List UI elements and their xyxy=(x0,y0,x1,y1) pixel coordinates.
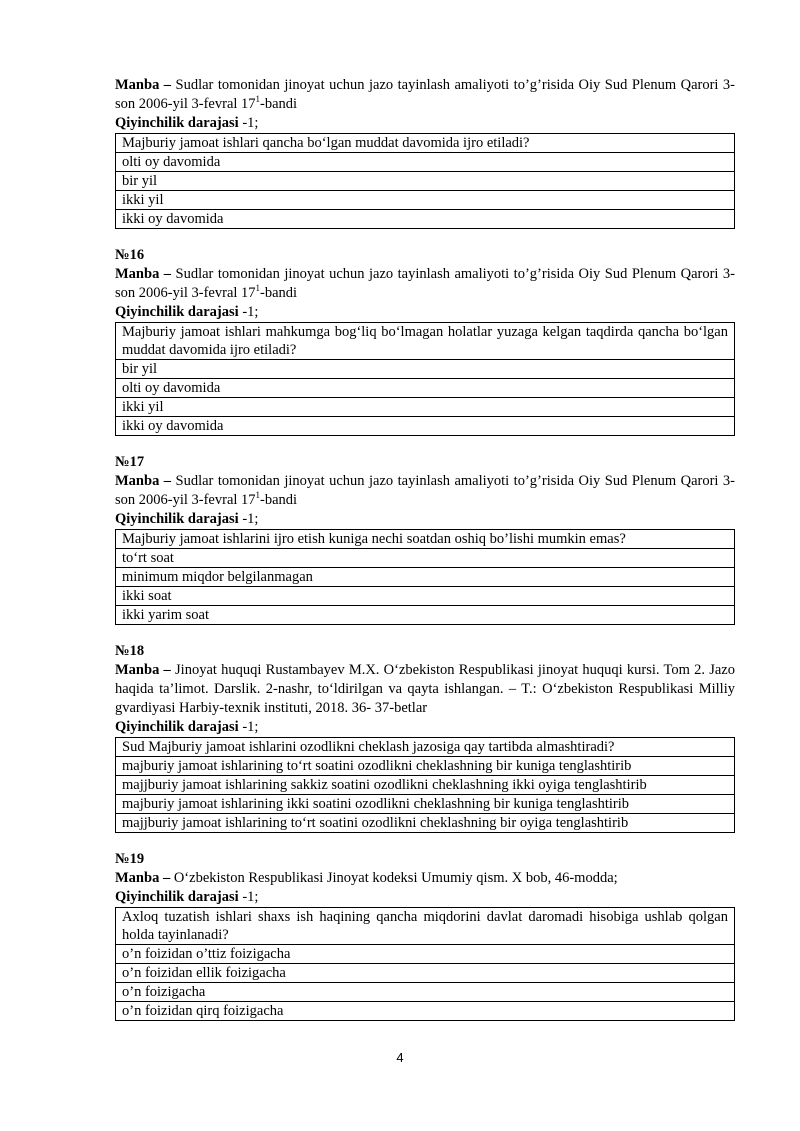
answer-option: bir yil xyxy=(116,172,735,191)
answer-option: ikki yil xyxy=(116,191,735,210)
source-superscript: 1 xyxy=(255,283,261,294)
source-line xyxy=(115,76,735,114)
source-line xyxy=(115,869,735,888)
answer-option: minimum miqdor belgilanmagan xyxy=(116,568,735,587)
question-block xyxy=(115,453,735,625)
question-number: №18 xyxy=(115,643,145,659)
source-label: Manba – xyxy=(115,266,172,282)
source-text: Sudlar tomonidan jinoyat uchun jazo tayinlash amaliyoti to’g’risida Oiy Sud Plenum Qarori 3-son 2006-yil 3-fevral 17 xyxy=(115,77,735,112)
difficulty-line xyxy=(115,303,735,322)
source-line xyxy=(115,265,735,303)
answer-option: majburiy jamoat ishlarining ikki soatini ozodlikni cheklashning bir kuniga tenglashtirib xyxy=(116,795,735,814)
question-block xyxy=(115,850,735,1021)
source-tail: -bandi xyxy=(260,285,298,301)
question-text: Axloq tuzatish ishlari shaxs ish haqining qancha miqdorini davlat daromadi hisobiga ushlab qolgan holda tayinlanadi? xyxy=(116,908,735,945)
source-text: O‘zbekiston Respublikasi Jinoyat kodeksi Umumiy qism. X bob, 46-modda; xyxy=(170,870,618,886)
difficulty-value: -1; xyxy=(238,511,259,527)
answer-option: bir yil xyxy=(116,360,735,379)
answer-option: ikki yil xyxy=(116,398,735,417)
document-page xyxy=(115,76,735,1038)
answer-option: majjburiy jamoat ishlarining to‘rt soatini ozodlikni cheklashning bir oyiga tenglashtirib xyxy=(116,814,735,833)
difficulty-value: -1; xyxy=(238,304,259,320)
difficulty-value: -1; xyxy=(238,719,259,735)
source-superscript: 1 xyxy=(255,94,261,105)
question-table xyxy=(115,737,735,833)
answer-option: to‘rt soat xyxy=(116,549,735,568)
difficulty-line xyxy=(115,114,735,133)
source-label: Manba – xyxy=(115,77,172,93)
question-text: Sud Majburiy jamoat ishlarini ozodlikni cheklash jazosiga qay tartibda almashtiradi? xyxy=(116,738,735,757)
difficulty-value: -1; xyxy=(238,889,259,905)
source-label: Manba – xyxy=(115,662,171,678)
source-line xyxy=(115,472,735,510)
difficulty-label: Qiyinchilik darajasi xyxy=(115,719,239,735)
page-number: 4 xyxy=(396,1050,404,1065)
source-tail: -bandi xyxy=(260,492,298,508)
question-number: №16 xyxy=(115,247,145,263)
source-label: Manba – xyxy=(115,870,171,886)
answer-option: o’n foizigacha xyxy=(116,983,735,1002)
answer-option: ikki oy davomida xyxy=(116,417,735,436)
source-text: Sudlar tomonidan jinoyat uchun jazo tayinlash amaliyoti to’g’risida Oiy Sud Plenum Qarori 3-son 2006-yil 3-fevral 17 xyxy=(115,473,735,508)
difficulty-label: Qiyinchilik darajasi xyxy=(115,115,239,131)
question-text: Majburiy jamoat ishlarini ijro etish kuniga nechi soatdan oshiq bo’lishi mumkin emas? xyxy=(116,530,735,549)
difficulty-label: Qiyinchilik darajasi xyxy=(115,889,239,905)
answer-option: o’n foizidan qirq foizigacha xyxy=(116,1002,735,1021)
source-text: Jinoyat huquqi Rustambayev M.X. O‘zbekiston Respublikasi jinoyat huquqi kursi. Tom 2. Jazo haqida ta’limot. Darslik. 2-nashr, to‘ldirilgan va qayta ishlangan. – T.: O‘zbekiston Respublikasi Milliy gvardiyasi Harbiy-texnik instituti, 2018. 36- 37-betlar xyxy=(115,662,735,716)
answer-option: o’n foizidan o’ttiz foizigacha xyxy=(116,945,735,964)
answer-option: olti oy davomida xyxy=(116,379,735,398)
source-tail: -bandi xyxy=(260,96,298,112)
difficulty-label: Qiyinchilik darajasi xyxy=(115,511,239,527)
difficulty-line xyxy=(115,888,735,907)
source-superscript: 1 xyxy=(255,490,261,501)
question-table xyxy=(115,529,735,625)
answer-option: majburiy jamoat ishlarining to‘rt soatini ozodlikni cheklashning bir kuniga tenglashtirib xyxy=(116,757,735,776)
question-number: №17 xyxy=(115,454,145,470)
source-label: Manba – xyxy=(115,473,172,489)
question-block xyxy=(115,76,735,229)
question-table xyxy=(115,133,735,229)
difficulty-label: Qiyinchilik darajasi xyxy=(115,304,239,320)
difficulty-value: -1; xyxy=(238,115,259,131)
answer-option: ikki yarim soat xyxy=(116,606,735,625)
question-table xyxy=(115,322,735,436)
difficulty-line xyxy=(115,718,735,737)
answer-option: majjburiy jamoat ishlarining sakkiz soatini ozodlikni cheklashning ikki oyiga tenglashtirib xyxy=(116,776,735,795)
answer-option: o’n foizidan ellik foizigacha xyxy=(116,964,735,983)
question-number: №19 xyxy=(115,851,145,867)
question-block xyxy=(115,642,735,833)
answer-option: ikki soat xyxy=(116,587,735,606)
answer-option: olti oy davomida xyxy=(116,153,735,172)
source-text: Sudlar tomonidan jinoyat uchun jazo tayinlash amaliyoti to’g’risida Oiy Sud Plenum Qarori 3-son 2006-yil 3-fevral 17 xyxy=(115,266,735,301)
question-table xyxy=(115,907,735,1021)
answer-option: ikki oy davomida xyxy=(116,210,735,229)
difficulty-line xyxy=(115,510,735,529)
question-text: Majburiy jamoat ishlari qancha bo‘lgan muddat davomida ijro etiladi? xyxy=(116,134,735,153)
question-text: Majburiy jamoat ishlari mahkumga bog‘liq bo‘lmagan holatlar yuzaga kelgan taqdirda qancha bo‘lgan muddat davomida ijro etiladi? xyxy=(116,323,735,360)
source-line xyxy=(115,661,735,718)
question-block xyxy=(115,246,735,436)
